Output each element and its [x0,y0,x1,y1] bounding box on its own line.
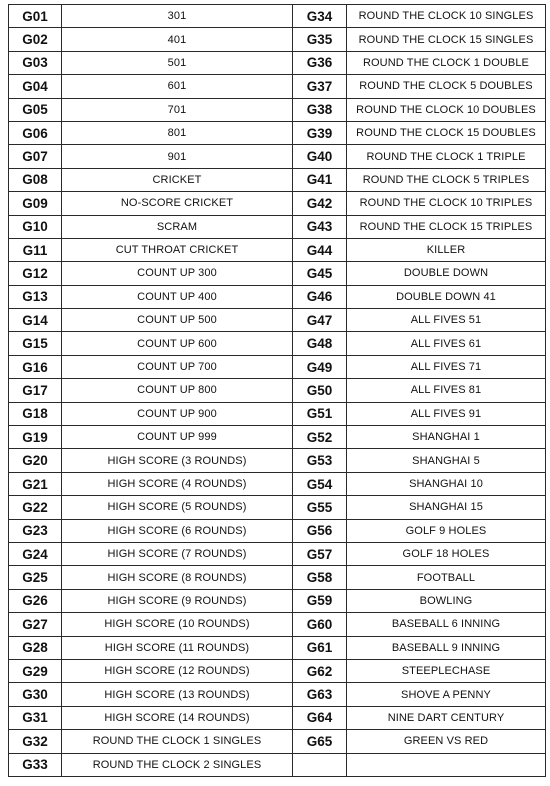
game-code-cell: G34 [293,5,347,28]
table-row [9,542,546,565]
table-row [9,613,546,636]
game-name-cell: COUNT UP 600 [62,332,293,355]
game-name-cell: ROUND THE CLOCK 2 SINGLES [62,753,293,776]
game-name-cell: GOLF 18 HOLES [347,542,546,565]
game-code-cell: G05 [9,98,62,121]
game-name-cell: ROUND THE CLOCK 15 DOUBLES [347,121,546,144]
game-name-cell: HIGH SCORE (11 ROUNDS) [62,636,293,659]
game-name-cell: COUNT UP 800 [62,379,293,402]
game-list-table [8,4,546,777]
game-name-cell: KILLER [347,238,546,261]
game-name-cell: HIGH SCORE (4 ROUNDS) [62,472,293,495]
game-code-cell: G54 [293,472,347,495]
game-code-cell: G42 [293,192,347,215]
table-row [9,98,546,121]
game-name-cell: NINE DART CENTURY [347,706,546,729]
game-name-cell: COUNT UP 500 [62,309,293,332]
game-code-cell: G16 [9,355,62,378]
table-row [9,730,546,753]
game-code-cell: G39 [293,121,347,144]
game-name-cell: ROUND THE CLOCK 5 TRIPLES [347,168,546,191]
game-name-cell [347,753,546,776]
table-row [9,449,546,472]
game-name-cell: BOWLING [347,589,546,612]
game-code-cell: G32 [9,730,62,753]
game-code-cell: G35 [293,28,347,51]
game-code-cell: G11 [9,238,62,261]
game-code-cell: G58 [293,566,347,589]
game-name-cell: BASEBALL 9 INNING [347,636,546,659]
game-code-cell: G28 [9,636,62,659]
game-code-cell: G33 [9,753,62,776]
table-row [9,566,546,589]
game-code-cell: G22 [9,496,62,519]
game-code-cell [293,753,347,776]
table-row [9,753,546,776]
game-name-cell: COUNT UP 999 [62,426,293,449]
table-row [9,355,546,378]
game-code-cell: G59 [293,589,347,612]
game-code-cell: G29 [9,659,62,682]
game-name-cell: SHANGHAI 10 [347,472,546,495]
game-name-cell: SHANGHAI 1 [347,426,546,449]
game-code-cell: G07 [9,145,62,168]
table-row [9,28,546,51]
game-code-cell: G61 [293,636,347,659]
game-name-cell: COUNT UP 300 [62,262,293,285]
table-row [9,589,546,612]
game-name-cell: ROUND THE CLOCK 15 TRIPLES [347,215,546,238]
game-name-cell: ROUND THE CLOCK 1 SINGLES [62,730,293,753]
game-code-cell: G24 [9,542,62,565]
game-name-cell: 801 [62,121,293,144]
table-row [9,402,546,425]
game-name-cell: ALL FIVES 51 [347,309,546,332]
game-name-cell: ALL FIVES 91 [347,402,546,425]
game-code-cell: G08 [9,168,62,191]
game-name-cell: BASEBALL 6 INNING [347,613,546,636]
table-row [9,5,546,28]
game-code-cell: G65 [293,730,347,753]
game-code-cell: G45 [293,262,347,285]
game-code-cell: G56 [293,519,347,542]
game-code-cell: G31 [9,706,62,729]
game-name-cell: HIGH SCORE (14 ROUNDS) [62,706,293,729]
game-name-cell: 501 [62,51,293,74]
game-name-cell: 301 [62,5,293,28]
game-code-cell: G57 [293,542,347,565]
game-code-cell: G40 [293,145,347,168]
table-row [9,706,546,729]
game-code-cell: G64 [293,706,347,729]
table-row [9,192,546,215]
game-name-cell: ROUND THE CLOCK 10 SINGLES [347,5,546,28]
game-code-cell: G47 [293,309,347,332]
game-name-cell: ALL FIVES 61 [347,332,546,355]
game-name-cell: COUNT UP 700 [62,355,293,378]
game-name-cell: CRICKET [62,168,293,191]
game-code-cell: G43 [293,215,347,238]
game-name-cell: 901 [62,145,293,168]
game-code-cell: G13 [9,285,62,308]
game-code-cell: G04 [9,75,62,98]
game-code-cell: G19 [9,426,62,449]
table-row [9,309,546,332]
game-code-cell: G09 [9,192,62,215]
game-name-cell: HIGH SCORE (10 ROUNDS) [62,613,293,636]
game-name-cell: HIGH SCORE (12 ROUNDS) [62,659,293,682]
table-row [9,683,546,706]
game-name-cell: ALL FIVES 81 [347,379,546,402]
game-code-cell: G30 [9,683,62,706]
game-name-cell: COUNT UP 400 [62,285,293,308]
game-name-cell: HIGH SCORE (8 ROUNDS) [62,566,293,589]
game-name-cell: NO-SCORE CRICKET [62,192,293,215]
game-list-body [9,5,546,777]
table-row [9,215,546,238]
game-name-cell: HIGH SCORE (3 ROUNDS) [62,449,293,472]
game-code-cell: G63 [293,683,347,706]
game-name-cell: ROUND THE CLOCK 5 DOUBLES [347,75,546,98]
game-code-cell: G49 [293,355,347,378]
game-code-cell: G01 [9,5,62,28]
game-name-cell: HIGH SCORE (7 ROUNDS) [62,542,293,565]
game-name-cell: ROUND THE CLOCK 1 DOUBLE [347,51,546,74]
game-code-cell: G02 [9,28,62,51]
table-row [9,659,546,682]
game-code-cell: G36 [293,51,347,74]
table-row [9,238,546,261]
game-name-cell: ROUND THE CLOCK 10 TRIPLES [347,192,546,215]
game-code-cell: G50 [293,379,347,402]
table-row [9,51,546,74]
game-code-cell: G23 [9,519,62,542]
table-row [9,75,546,98]
game-code-cell: G10 [9,215,62,238]
game-code-cell: G20 [9,449,62,472]
table-row [9,636,546,659]
table-row [9,285,546,308]
game-name-cell: 401 [62,28,293,51]
table-row [9,168,546,191]
game-name-cell: FOOTBALL [347,566,546,589]
game-code-cell: G18 [9,402,62,425]
game-name-cell: COUNT UP 900 [62,402,293,425]
game-code-cell: G06 [9,121,62,144]
game-name-cell: HIGH SCORE (13 ROUNDS) [62,683,293,706]
game-code-cell: G38 [293,98,347,121]
game-code-cell: G48 [293,332,347,355]
table-row [9,472,546,495]
game-code-cell: G03 [9,51,62,74]
game-code-cell: G37 [293,75,347,98]
game-code-cell: G14 [9,309,62,332]
game-name-cell: SHANGHAI 5 [347,449,546,472]
game-name-cell: DOUBLE DOWN 41 [347,285,546,308]
game-code-cell: G27 [9,613,62,636]
game-name-cell: GOLF 9 HOLES [347,519,546,542]
game-code-cell: G46 [293,285,347,308]
game-name-cell: HIGH SCORE (5 ROUNDS) [62,496,293,519]
game-name-cell: HIGH SCORE (9 ROUNDS) [62,589,293,612]
game-name-cell: CUT THROAT CRICKET [62,238,293,261]
game-name-cell: ROUND THE CLOCK 10 DOUBLES [347,98,546,121]
game-name-cell: SCRAM [62,215,293,238]
game-name-cell: SHOVE A PENNY [347,683,546,706]
table-row [9,379,546,402]
table-row [9,121,546,144]
game-code-cell: G60 [293,613,347,636]
game-name-cell: STEEPLECHASE [347,659,546,682]
table-row [9,496,546,519]
game-code-cell: G62 [293,659,347,682]
game-code-cell: G21 [9,472,62,495]
game-code-cell: G17 [9,379,62,402]
game-name-cell: SHANGHAI 15 [347,496,546,519]
game-code-cell: G15 [9,332,62,355]
game-name-cell: HIGH SCORE (6 ROUNDS) [62,519,293,542]
game-name-cell: 601 [62,75,293,98]
game-code-cell: G51 [293,402,347,425]
game-code-cell: G52 [293,426,347,449]
game-code-cell: G53 [293,449,347,472]
game-code-cell: G26 [9,589,62,612]
game-name-cell: 701 [62,98,293,121]
game-name-cell: GREEN VS RED [347,730,546,753]
game-code-cell: G25 [9,566,62,589]
game-name-cell: DOUBLE DOWN [347,262,546,285]
table-row [9,332,546,355]
table-row [9,426,546,449]
game-code-cell: G44 [293,238,347,261]
table-row [9,519,546,542]
game-name-cell: ROUND THE CLOCK 15 SINGLES [347,28,546,51]
game-code-cell: G12 [9,262,62,285]
game-name-cell: ALL FIVES 71 [347,355,546,378]
game-code-cell: G41 [293,168,347,191]
game-name-cell: ROUND THE CLOCK 1 TRIPLE [347,145,546,168]
table-row [9,145,546,168]
table-row [9,262,546,285]
game-code-cell: G55 [293,496,347,519]
